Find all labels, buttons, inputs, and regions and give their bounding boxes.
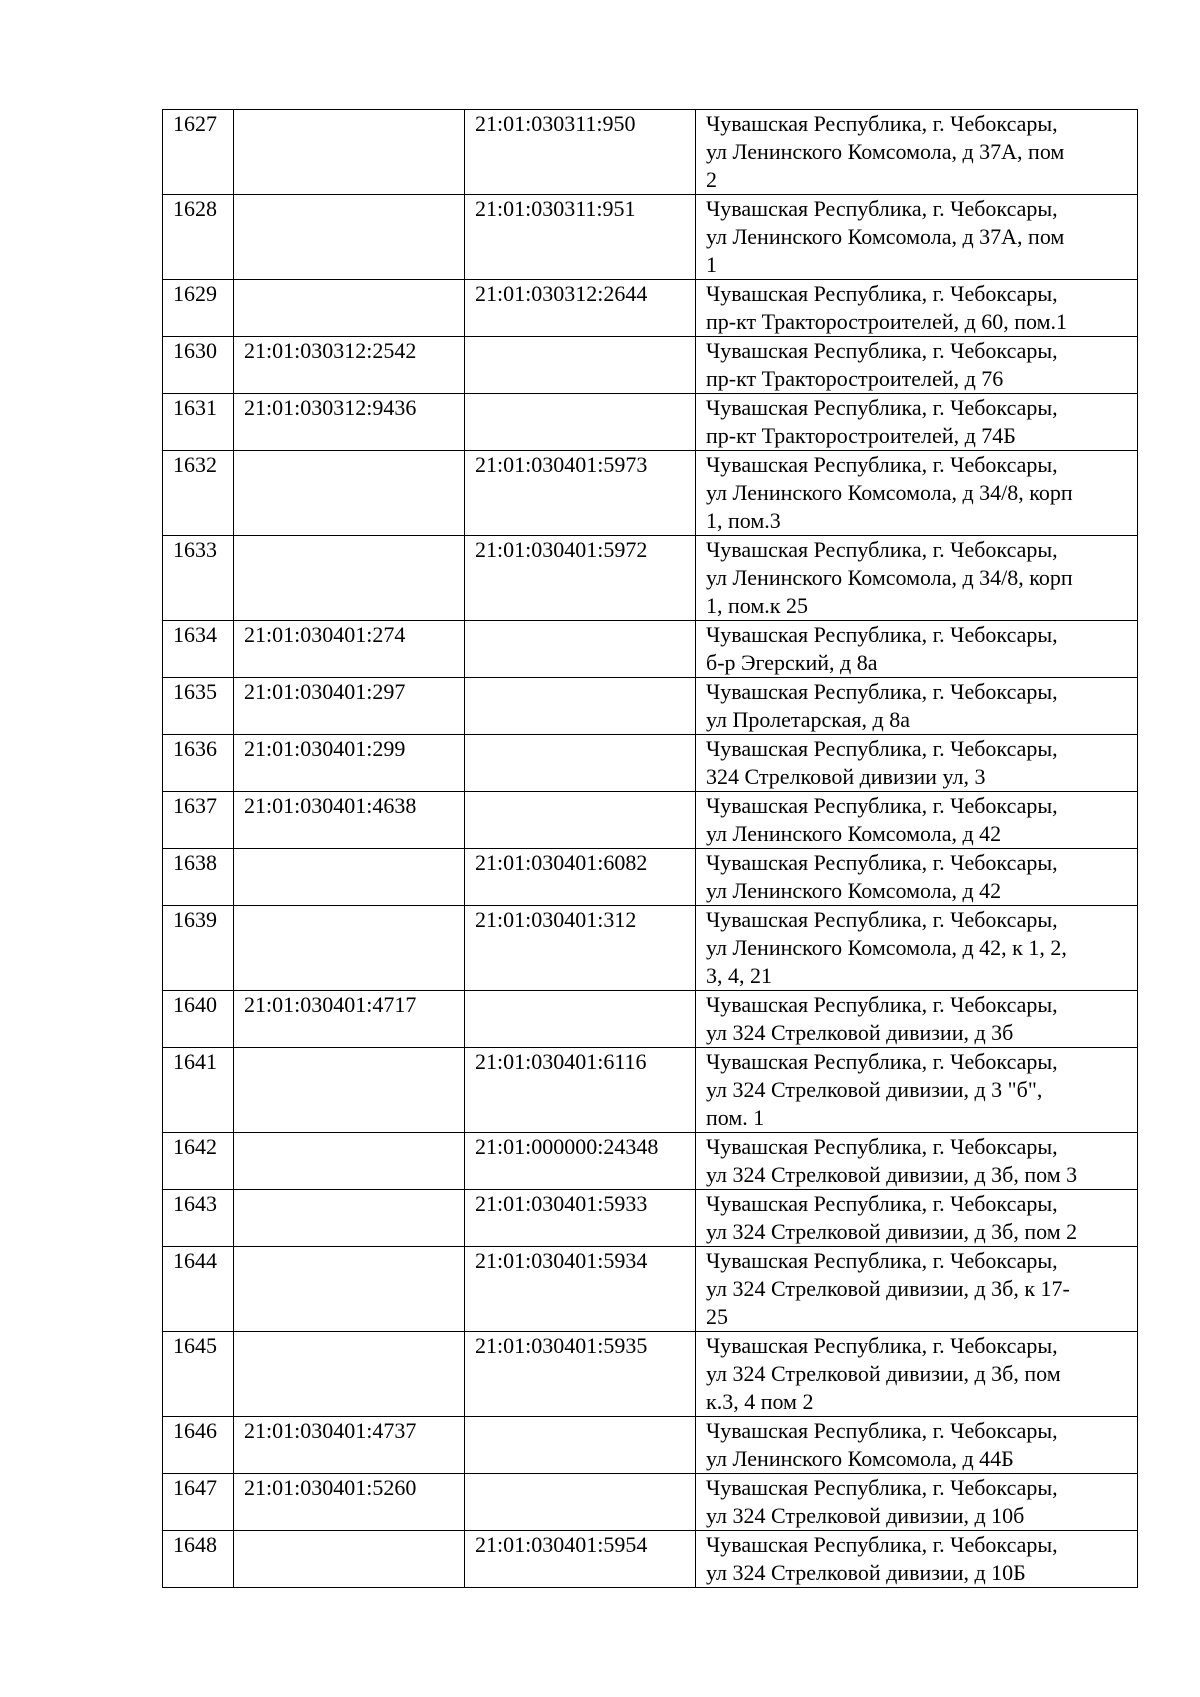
premises-cadastral-number-cell [465,394,696,451]
address-cell: Чувашская Республика, г. Чебоксары, б-р Эгерский, д 8а [696,621,1138,678]
address-cell: Чувашская Республика, г. Чебоксары, пр-кт Тракторостроителей, д 74Б [696,394,1138,451]
cadastral-number-cell: 21:01:030401:274 [234,621,465,678]
premises-cadastral-number-cell: 21:01:030312:2644 [465,280,696,337]
cadastral-number-cell [234,1190,465,1247]
premises-cadastral-number-cell: 21:01:030401:5973 [465,451,696,536]
row-number-cell: 1637 [163,792,234,849]
cadastral-number-cell [234,1133,465,1190]
row-number-cell: 1628 [163,195,234,280]
address-cell: Чувашская Республика, г. Чебоксары, ул Ленинского Комсомола, д 34/8, корп 1, пом.3 [696,451,1138,536]
row-number-cell: 1632 [163,451,234,536]
cadastral-number-cell [234,536,465,621]
table-row [163,394,1138,451]
premises-cadastral-number-cell: 21:01:030401:5954 [465,1531,696,1588]
address-cell: Чувашская Республика, г. Чебоксары, ул Пролетарская, д 8а [696,678,1138,735]
address-cell: Чувашская Республика, г. Чебоксары, 324 Стрелковой дивизии ул, 3 [696,735,1138,792]
address-cell: Чувашская Республика, г. Чебоксары, пр-кт Тракторостроителей, д 60, пом.1 [696,280,1138,337]
address-cell: Чувашская Республика, г. Чебоксары, ул Ленинского Комсомола, д 42 [696,792,1138,849]
table-row [163,1190,1138,1247]
table-row [163,536,1138,621]
table-row [163,1133,1138,1190]
address-cell: Чувашская Республика, г. Чебоксары, ул Ленинского Комсомола, д 42, к 1, 2, 3, 4, 21 [696,906,1138,991]
property-table [162,109,1138,1588]
cadastral-number-cell [234,849,465,906]
address-cell: Чувашская Республика, г. Чебоксары, пр-кт Тракторостроителей, д 76 [696,337,1138,394]
premises-cadastral-number-cell [465,678,696,735]
table-row [163,621,1138,678]
premises-cadastral-number-cell: 21:01:030401:6116 [465,1048,696,1133]
table-row [163,337,1138,394]
address-cell: Чувашская Республика, г. Чебоксары, ул 324 Стрелковой дивизии, д 3б [696,991,1138,1048]
table-row [163,110,1138,195]
table-row [163,451,1138,536]
cadastral-number-cell: 21:01:030312:2542 [234,337,465,394]
row-number-cell: 1638 [163,849,234,906]
row-number-cell: 1647 [163,1474,234,1531]
cadastral-number-cell [234,451,465,536]
address-cell: Чувашская Республика, г. Чебоксары, ул 324 Стрелковой дивизии, д 3б, пом 3 [696,1133,1138,1190]
table-row [163,678,1138,735]
cadastral-number-cell: 21:01:030401:297 [234,678,465,735]
cadastral-number-cell: 21:01:030401:299 [234,735,465,792]
row-number-cell: 1634 [163,621,234,678]
cadastral-number-cell [234,1247,465,1332]
address-cell: Чувашская Республика, г. Чебоксары, ул Ленинского Комсомола, д 34/8, корп 1, пом.к 25 [696,536,1138,621]
address-cell: Чувашская Республика, г. Чебоксары, ул 324 Стрелковой дивизии, д 3б, пом к.3, 4 пом 2 [696,1332,1138,1417]
row-number-cell: 1640 [163,991,234,1048]
address-cell: Чувашская Республика, г. Чебоксары, ул Ленинского Комсомола, д 37А, пом 1 [696,195,1138,280]
table-row [163,1332,1138,1417]
premises-cadastral-number-cell: 21:01:030401:6082 [465,849,696,906]
table-row [163,906,1138,991]
premises-cadastral-number-cell: 21:01:000000:24348 [465,1133,696,1190]
table-row [163,849,1138,906]
address-cell: Чувашская Республика, г. Чебоксары, ул Ленинского Комсомола, д 37А, пом 2 [696,110,1138,195]
address-cell: Чувашская Республика, г. Чебоксары, ул 324 Стрелковой дивизии, д 3б, пом 2 [696,1190,1138,1247]
cadastral-number-cell: 21:01:030401:4717 [234,991,465,1048]
premises-cadastral-number-cell: 21:01:030401:5933 [465,1190,696,1247]
row-number-cell: 1646 [163,1417,234,1474]
premises-cadastral-number-cell: 21:01:030311:951 [465,195,696,280]
row-number-cell: 1631 [163,394,234,451]
premises-cadastral-number-cell: 21:01:030311:950 [465,110,696,195]
address-cell: Чувашская Республика, г. Чебоксары, ул 324 Стрелковой дивизии, д 10Б [696,1531,1138,1588]
premises-cadastral-number-cell: 21:01:030401:5935 [465,1332,696,1417]
premises-cadastral-number-cell [465,792,696,849]
premises-cadastral-number-cell: 21:01:030401:312 [465,906,696,991]
table-row [163,1048,1138,1133]
row-number-cell: 1639 [163,906,234,991]
cadastral-number-cell [234,1332,465,1417]
cadastral-number-cell [234,110,465,195]
cadastral-number-cell [234,1531,465,1588]
cadastral-number-cell [234,195,465,280]
premises-cadastral-number-cell [465,1417,696,1474]
address-cell: Чувашская Республика, г. Чебоксары, ул 324 Стрелковой дивизии, д 10б [696,1474,1138,1531]
document-table-wrapper [162,109,1137,1588]
address-cell: Чувашская Республика, г. Чебоксары, ул 324 Стрелковой дивизии, д 3б, к 17- 25 [696,1247,1138,1332]
address-cell: Чувашская Республика, г. Чебоксары, ул 324 Стрелковой дивизии, д 3 "б", пом. 1 [696,1048,1138,1133]
cadastral-number-cell [234,280,465,337]
row-number-cell: 1648 [163,1531,234,1588]
premises-cadastral-number-cell [465,337,696,394]
row-number-cell: 1642 [163,1133,234,1190]
table-row [163,1474,1138,1531]
premises-cadastral-number-cell [465,1474,696,1531]
table-row [163,735,1138,792]
table-row [163,280,1138,337]
row-number-cell: 1630 [163,337,234,394]
row-number-cell: 1641 [163,1048,234,1133]
cadastral-number-cell: 21:01:030401:4638 [234,792,465,849]
row-number-cell: 1627 [163,110,234,195]
table-row [163,1417,1138,1474]
address-cell: Чувашская Республика, г. Чебоксары, ул Ленинского Комсомола, д 42 [696,849,1138,906]
table-row [163,1247,1138,1332]
cadastral-number-cell: 21:01:030401:4737 [234,1417,465,1474]
premises-cadastral-number-cell: 21:01:030401:5934 [465,1247,696,1332]
premises-cadastral-number-cell: 21:01:030401:5972 [465,536,696,621]
cadastral-number-cell [234,906,465,991]
row-number-cell: 1633 [163,536,234,621]
premises-cadastral-number-cell [465,621,696,678]
row-number-cell: 1635 [163,678,234,735]
table-row [163,195,1138,280]
row-number-cell: 1645 [163,1332,234,1417]
address-cell: Чувашская Республика, г. Чебоксары, ул Ленинского Комсомола, д 44Б [696,1417,1138,1474]
cadastral-number-cell: 21:01:030312:9436 [234,394,465,451]
row-number-cell: 1643 [163,1190,234,1247]
premises-cadastral-number-cell [465,991,696,1048]
cadastral-number-cell: 21:01:030401:5260 [234,1474,465,1531]
table-body [163,110,1138,1588]
table-row [163,1531,1138,1588]
row-number-cell: 1644 [163,1247,234,1332]
row-number-cell: 1636 [163,735,234,792]
table-row [163,991,1138,1048]
row-number-cell: 1629 [163,280,234,337]
premises-cadastral-number-cell [465,735,696,792]
cadastral-number-cell [234,1048,465,1133]
table-row [163,792,1138,849]
